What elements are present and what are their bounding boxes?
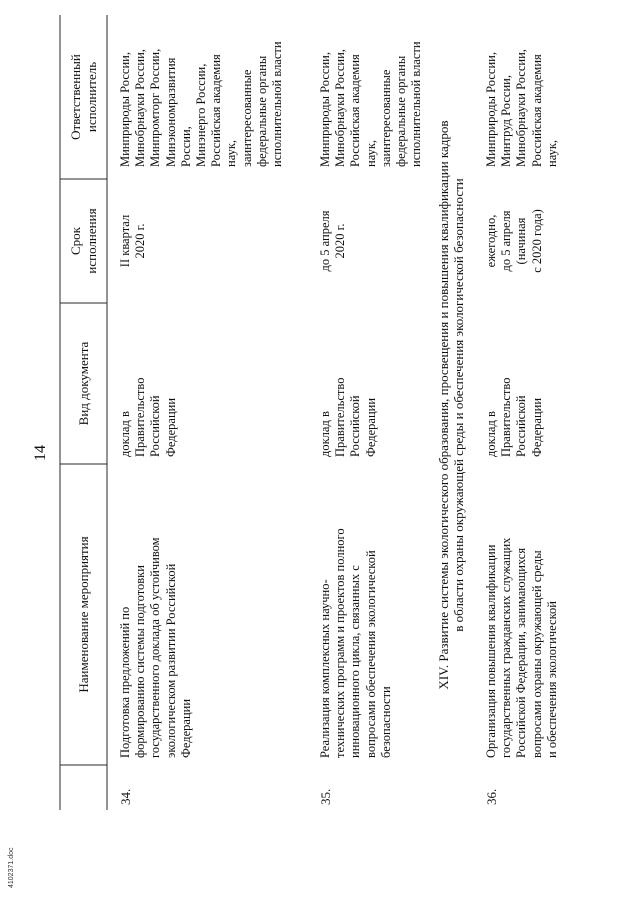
- row-35-term: до 5 апреля 2020 г.: [318, 210, 348, 272]
- row-35-responsible: Минприроды России, Минобрнауки России, Российская академия наук, заинтересованные федеральные органы исполнительной власти: [318, 41, 424, 167]
- row-36-doc: доклад в Правительство Российской Федерации: [484, 377, 544, 457]
- row-34-name: Подготовка предложений по формированию системы подготовки государственного доклада об устойчивом экологическом развитии Российской Федерации: [118, 537, 193, 758]
- header-term: Срок исполнения: [68, 208, 99, 274]
- page-number: 14: [32, 445, 49, 461]
- row-34-number: 34.: [118, 788, 133, 805]
- row-36-name: Организация повышения квалификации государственных гражданских служащих Российской Федерации, занимающихся вопросами охраны окружающей среды и обеспечения экологической: [484, 537, 559, 758]
- row-34-term: II квартал 2020 г.: [118, 214, 148, 268]
- header-responsible: Ответственный исполнитель: [68, 54, 99, 140]
- row-34-responsible: Минприроды России, Минобрнауки России, Минпромторг России, Минэкономразвития России, Минэнерго России, Российская академия наук, заинтересованные федеральные органы исполнительной власти: [118, 41, 285, 167]
- header-doc: Вид документа: [76, 341, 91, 426]
- row-35-doc: доклад в Правительство Российской Федерации: [318, 377, 378, 457]
- row-36-number: 36.: [484, 788, 499, 805]
- row-34-doc: доклад в Правительство Российской Федерации: [118, 377, 178, 457]
- file-code-text: 4102371.doc: [8, 847, 15, 888]
- header-name: Наименование мероприятия: [76, 536, 91, 693]
- row-35-name: Реализация комплексных научно- технических программ и проектов полного инновационного цикла, связанных с вопросами обеспечения экологической безопасности: [318, 528, 393, 758]
- row-36-term: ежегодно, до 5 апреля (начиная с 2020 года): [484, 209, 544, 273]
- section-xiv-heading: XIV. Развитие системы экологического образования, просвещения и повышения квалификации кадров в области охраны окружающей среды и обеспечения экологической безопасности: [436, 120, 466, 690]
- file-code-margin: [8, 808, 22, 888]
- row-35-number: 35.: [318, 788, 333, 805]
- row-36-responsible: Минприроды России, Минтруд России, Минобрнауки России, Российская академия наук,: [484, 49, 559, 167]
